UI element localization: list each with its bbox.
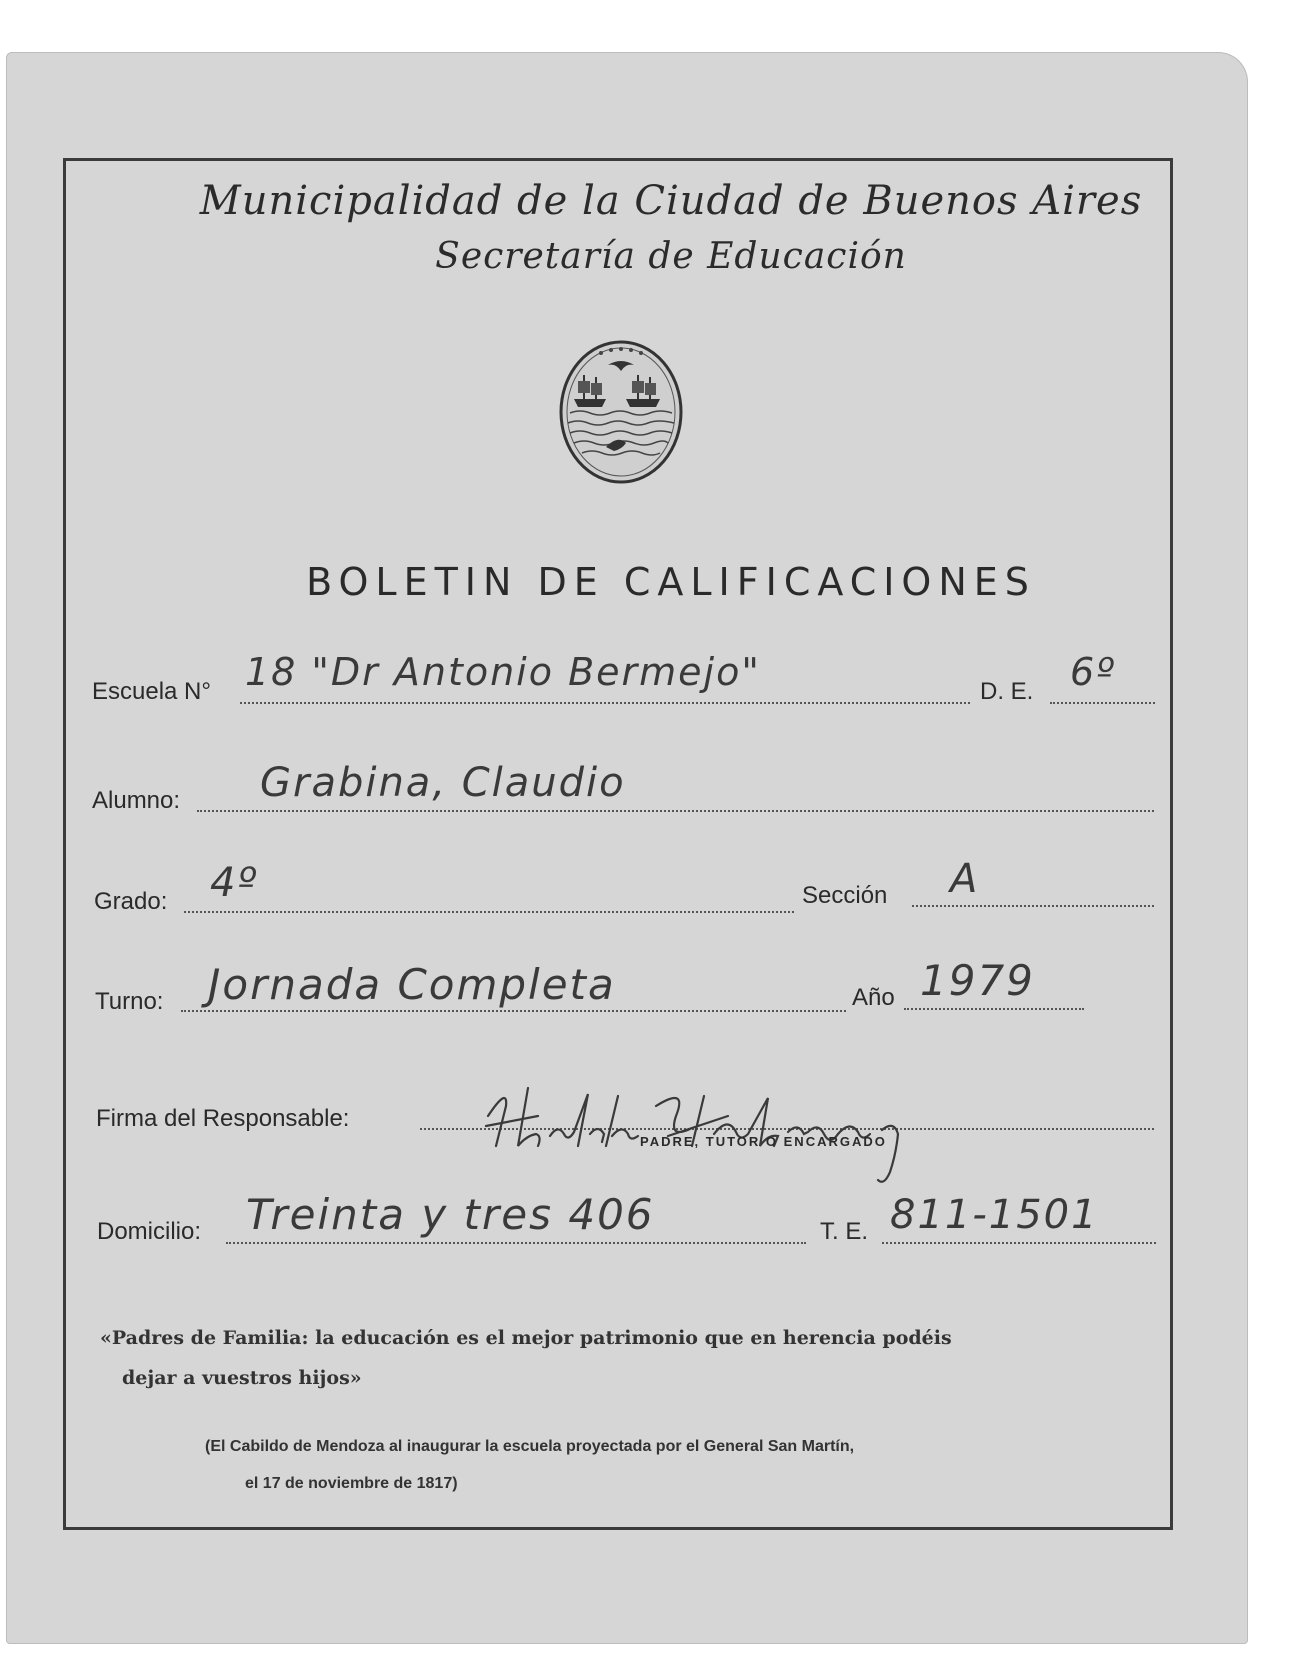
signature-sublabel: PADRE, TUTOR O ENCARGADO (640, 1134, 887, 1149)
citation-line-2: el 17 de noviembre de 1817) (245, 1475, 458, 1492)
address-value: Treinta y tres 406 (246, 1190, 655, 1239)
quote-line-2: dejar a vuestros hijos» (122, 1367, 362, 1389)
school-value: 18 "Dr Antonio Bermejo" (245, 650, 761, 694)
grade-line (184, 911, 794, 913)
school-line (240, 702, 970, 704)
student-line (197, 810, 1154, 812)
grade-label: Grado: (94, 888, 168, 915)
shift-line (181, 1010, 846, 1012)
student-value: Grabina, Claudio (260, 760, 626, 806)
quote-line-1: «Padres de Familia: la educación es el mejor patrimonio que en herencia podéis (100, 1327, 952, 1349)
school-label: Escuela N° (92, 678, 211, 705)
shift-label: Turno: (95, 988, 164, 1015)
signature-label: Firma del Responsable: (96, 1105, 350, 1132)
section-line (912, 905, 1154, 907)
student-label: Alumno: (92, 787, 181, 814)
year-value: 1979 (920, 956, 1035, 1005)
header-municipality: Municipalidad de la Ciudad de Buenos Aires (199, 178, 1143, 224)
year-label: Año (852, 984, 895, 1011)
address-label: Domicilio: (97, 1218, 202, 1245)
shift-value: Jornada Completa (208, 960, 616, 1009)
section-label: Sección (802, 882, 888, 909)
district-line (1050, 702, 1155, 704)
document-title: BOLETIN DE CALIFICACIONES (306, 560, 1036, 604)
city-seal-icon (556, 337, 686, 487)
phone-line (882, 1242, 1156, 1244)
header-secretariat: Secretaría de Educación (435, 236, 907, 277)
section-value: A (950, 856, 980, 902)
quote (100, 1318, 1120, 1398)
citation (205, 1428, 1085, 1502)
citation-line-1: (El Cabildo de Mendoza al inaugurar la escuela proyectada por el General San Martín, (205, 1438, 855, 1455)
phone-value: 811-1501 (890, 1192, 1099, 1238)
year-line (904, 1008, 1084, 1010)
grade-value: 4º (210, 860, 259, 906)
address-line (226, 1242, 806, 1244)
district-label: D. E. (980, 678, 1034, 705)
phone-label: T. E. (820, 1218, 869, 1245)
district-value: 6º (1070, 650, 1117, 694)
